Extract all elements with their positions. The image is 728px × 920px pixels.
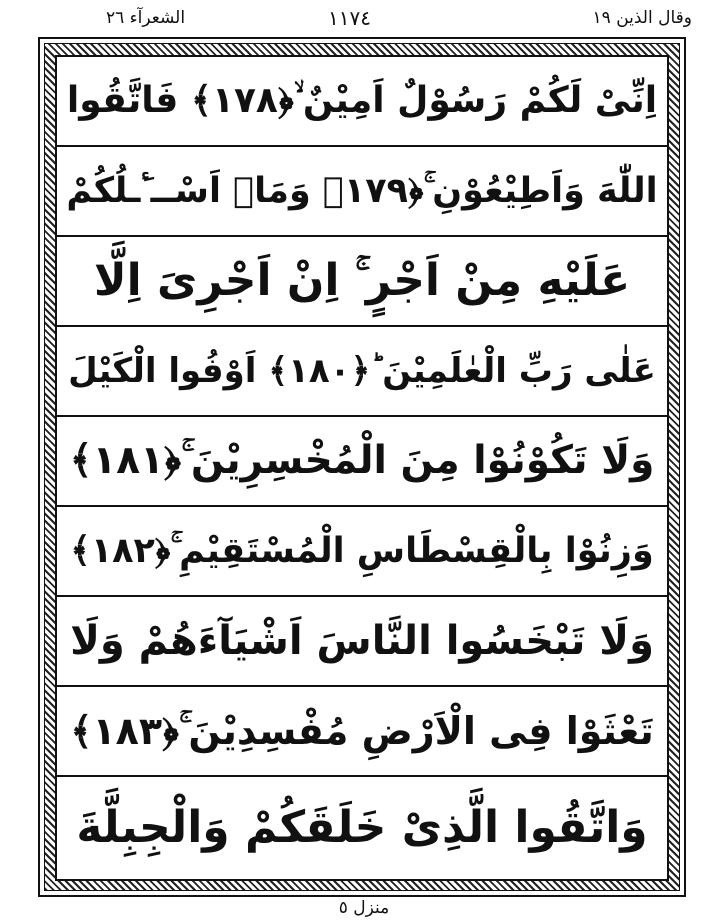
text-area	[55, 55, 669, 881]
text-line-7	[57, 597, 667, 687]
text-line-8	[57, 687, 667, 777]
page-header	[0, 0, 728, 40]
verse-text: وَلَا تَكُوْنُوْا مِنَ الْمُخْسِرِیْنَ ۚ﴿۱۸۱﴾	[69, 438, 655, 483]
text-line-5	[57, 417, 667, 507]
text-line-9	[57, 777, 667, 879]
verse-text: عَلَیْهِ مِنْ اَجْرٍ ۚ اِنْ اَجْرِیَ اِلَّا	[93, 255, 631, 306]
para-name-header: وقال الذين ١٩	[592, 8, 692, 28]
verse-text: وَلَا تَبْخَسُوا النَّاسَ اَشْیَآءَهُمْ وَلَا	[70, 618, 654, 664]
verse-text: تَعْثَوْا فِی الْاَرْضِ مُفْسِدِیْنَ ۚ﴿۱۸۳﴾	[70, 709, 654, 753]
verse-text: وَاتَّقُوا الَّذِیْ خَلَقَكُمْ وَالْجِبِلَّةَ	[76, 802, 648, 853]
page-number: ١١٧٤	[328, 6, 371, 30]
verse-text: وَزِنُوْا بِالْقِسْطَاسِ الْمُسْتَقِیْمِ ۚ﴿۱۸۲﴾	[70, 531, 654, 571]
page-footer	[0, 898, 728, 918]
surah-name-header: الشعرآء ٢٦	[106, 8, 186, 28]
text-line-4	[57, 327, 667, 417]
text-line-6	[57, 507, 667, 597]
verse-text: عَلٰی رَبِّ الْعٰلَمِیْنَ ؕ﴿۱۸۰﴾ اَوْفُوا الْكَیْلَ	[68, 351, 656, 391]
text-line-1	[57, 57, 667, 147]
verse-text: اللّٰهَ وَاَطِیْعُوْنِ ۚ﴿۱۷۹﴾ وَمَاۤ اَسْــٴَـلُكُمْ	[66, 171, 658, 211]
text-line-2	[57, 147, 667, 237]
manzil-label: منزل ٥	[338, 898, 390, 918]
text-line-3	[57, 237, 667, 327]
verse-text: اِنِّیْ لَكُمْ رَسُوْلٌ اَمِیْنٌ ۙ﴿۱۷۸﴾ فَاتَّقُوا	[66, 80, 658, 121]
